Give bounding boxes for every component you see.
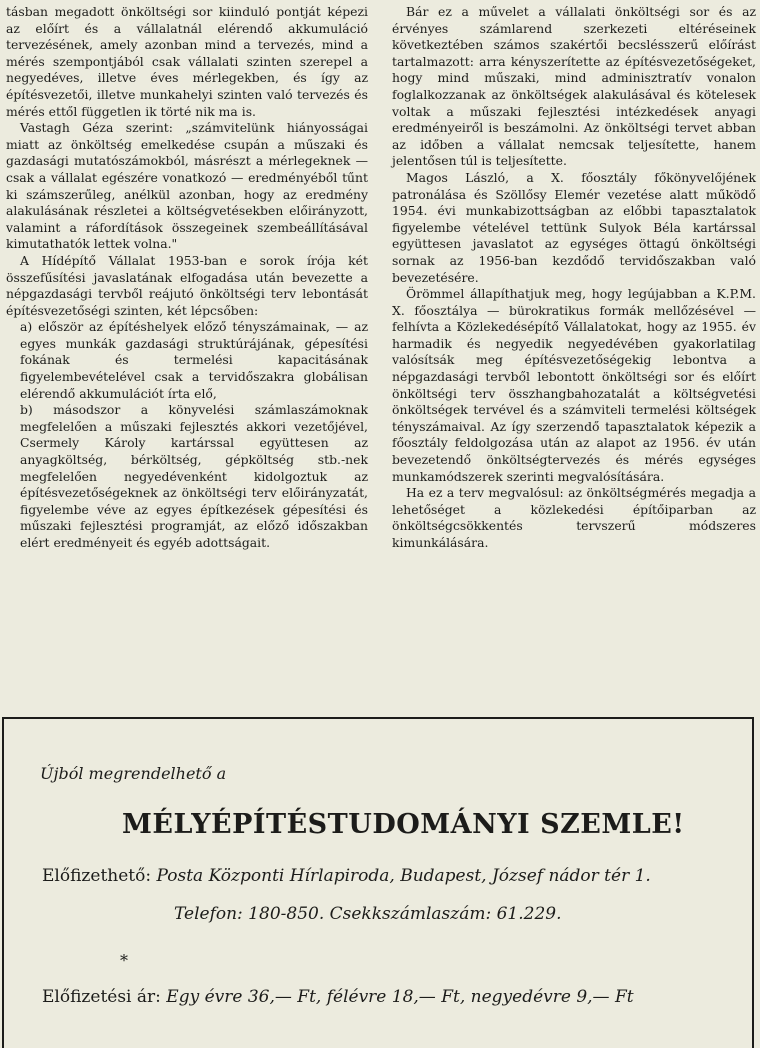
ad-subscribe-label: Előfizethető: <box>42 866 152 886</box>
ad-subscribe-where: Posta Központi Hírlapiroda, Budapest, József nádor tér 1. <box>156 866 651 886</box>
ad-intro: Újból megrendelhető a <box>40 764 227 783</box>
ad-price-line <box>42 987 634 1007</box>
ad-journal-title: MÉLYÉPÍTÉSTUDOMÁNYI SZEMLE! <box>122 809 685 840</box>
ad-separator: * <box>120 951 128 970</box>
subscription-advertisement <box>2 717 754 1048</box>
right-paragraph-3: Örömmel állapíthatjuk meg, hogy legújabban a K.P.M. X. főosztálya — bürokratikus formák mellőzésével — felhívta a Közlekedésépítő Vállalatokat, hogy az 1955. év harmadik és negyedik negyedévében gyakorlatilag valósítsák meg építésvezetőségekig lebontva a népgazdasági tervből lebontott önköltségi sor és előírt önköltségi terv összhangbahozatalát a költségvetési önköltségek tervével és a számviteli termelési költségek tényszámaival. Az így szerzendő tapasztalatok képezik a főosztály feldolgozása után az alapot az 1956. év után bevezetendő önköltségtervezés és mérés egységes munkamódszerek szerinti megvalósítására. <box>392 286 756 484</box>
right-paragraph-4: Ha ez a terv megvalósul: az önköltségmérés megadja a lehetőséget a közlekedési építőiparban az önköltségcsökkentés tervszerű módszeres kimunkálására. <box>392 485 756 550</box>
left-paragraph-1: tásban megadott önköltségi sor kiinduló pontját képezi az előírt és a vállalatnál elérendő akkumuláció tervezésének, amely azonban mind a tervezés, mind a mérés szempontjából csak vállalati szinten szerepel a negyedéves, illetve éves mérlegekben, és így az építésvezetői, illetve munkahelyi szinten való tervezés és mérés ettől független ik törté nik ma is. <box>6 4 368 119</box>
left-paragraph-5: b) másodszor a könyvelési számlaszámoknak megfelelően a műszaki fejlesztés akkori vezetőjével, Csermely Károly kartárssal együttesen az anyagköltség, bérköltség, gépköltség stb.-nek megfelelően negyedévenként kidolgoztuk az építésvezetőségeknek az önköltségi terv előirányzatát, figyelembe véve az egyes építkezések gépesítési és műszaki fejlesztési programját, az előző időszakban elért eredményeit és egyéb adottságait. <box>20 402 368 550</box>
ad-phone-line: Telefon: 180-850. Csekkszámlaszám: 61.229. <box>174 904 562 924</box>
left-paragraph-2: Vastagh Géza szerint: „számvitelünk hiányosságai miatt az önköltség emelkedése csupán a műszaki és gazdasági mutatószámokból, másrészt a mérlegeknek — csak a vállalat egészére vonatkozó — eredményéből tűnt ki számszerűleg, anélkül azonban, hogy az eredmény alakulásának részletei a költségvetésekben előirányzott, valamint a ráfordítások összegeinek szembeállításával kimutathatók lettek volna." <box>6 120 368 252</box>
left-column <box>6 4 368 552</box>
ad-price-label: Előfizetési ár: <box>42 987 161 1007</box>
right-paragraph-1: Bár ez a művelet a vállalati önköltségi sor és az érvényes számlarend szerkezeti eltéréseinek következtében számos szakértői becslésszerű előírást tartalmazott: arra kényszerítette az építésvezetőségeket, hogy mind műszaki, mind adminisztratív vonalon foglalkozzanak az önköltségek alakulásával és kötelesek voltak a műszaki fejlesztési intézkedések anyagi eredményeiről is beszámolni. Az önköltségi tervet abban az időben a vállalat nemcsak teljesítette, hanem jelentősen túl is teljesítette. <box>392 4 756 169</box>
right-paragraph-2: Magos László, a X. főosztály főkönyvelőjének patronálása és Szöllősy Elemér vezetése alatt működő 1954. évi munkabizottságban az előbbi tapasztalatok figyelembe vételével tettünk Sulyok Béla kartárssal együttesen javaslatot az egységes öttagú önköltségi sornak az 1956-ban kezdődő tervidőszakban való bevezetésére. <box>392 169 756 285</box>
ad-subscribe-line <box>42 866 651 886</box>
left-paragraph-4: a) először az építéshelyek előző tényszámainak, — az egyes munkák gazdasági struktúrájának, gépesítési fokának és termelési kapacitásának figyelembevételével csak a tervidőszakra globálisan elérendő akkumulációt írta elő, <box>20 319 368 401</box>
ad-price-text: Egy évre 36,— Ft, félévre 18,— Ft, negyedévre 9,— Ft <box>166 987 634 1007</box>
left-paragraph-3: A Hídépítő Vállalat 1953-ban e sorok írója két összefűsítési javaslatának elfogadása után bevezette a népgazdasági tervből reájutó önköltségi terv lebontását építésvezetőségi szinten, két lépcsőben: <box>6 252 368 318</box>
right-column <box>392 4 756 552</box>
